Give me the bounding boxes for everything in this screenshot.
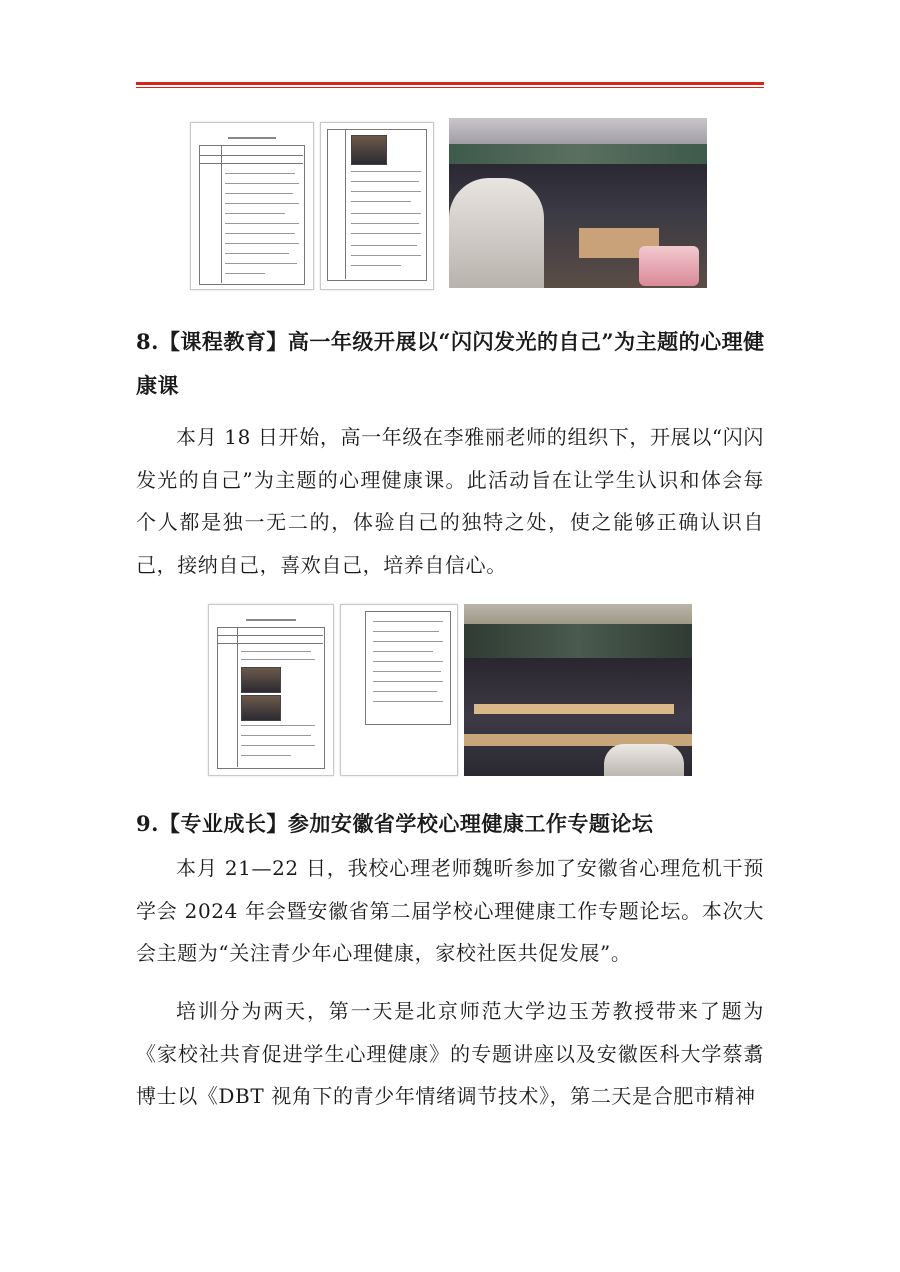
section-8-paragraph: 本月 18 日开始，高一年级在李雅丽老师的组织下，开展以“闪闪发光的自己”为主题的心理健康课。此活动旨在让学生认识和体会每个人都是独一无二的，体验自己的独特之处，使之能够正确认识自己，接纳自己，喜欢自己，培养自信心。 xyxy=(136,425,764,577)
lesson-record-form-image xyxy=(190,122,314,290)
lesson-record-continued-image xyxy=(320,122,434,290)
section-9-paragraph-2: 培训分为两天，第一天是北京师范大学边玉芳教授带来了题为《家校社共育促进学生心理健康》的专题讲座以及安徽医科大学蔡翥博士以《DBT 视角下的青少年情绪调节技术》，第二天是合肥市精神 xyxy=(136,999,764,1108)
header-rule-thick xyxy=(136,82,764,85)
image-row-1 xyxy=(0,118,900,290)
lesson-record-form-image-2 xyxy=(208,604,334,776)
section-9-paragraph-1: 本月 21—22 日，我校心理老师魏昕参加了安徽省心理危机干预学会 2024 年会暨安徽省第二届学校心理健康工作专题论坛。本次大会主题为“关注青少年心理健康，家校社医共促发展”。 xyxy=(136,856,764,965)
lesson-record-continued-image-2 xyxy=(340,604,458,776)
section-9-heading: 9.【专业成长】参加安徽省学校心理健康工作专题论坛 xyxy=(136,811,654,836)
header-rule-thin xyxy=(136,87,764,88)
section-8-heading: 8.【课程教育】高一年级开展以“闪闪发光的自己”为主题的心理健康课 xyxy=(136,329,765,398)
image-row-2 xyxy=(0,602,900,778)
classroom-photo-2 xyxy=(464,604,692,776)
classroom-photo xyxy=(449,118,707,288)
